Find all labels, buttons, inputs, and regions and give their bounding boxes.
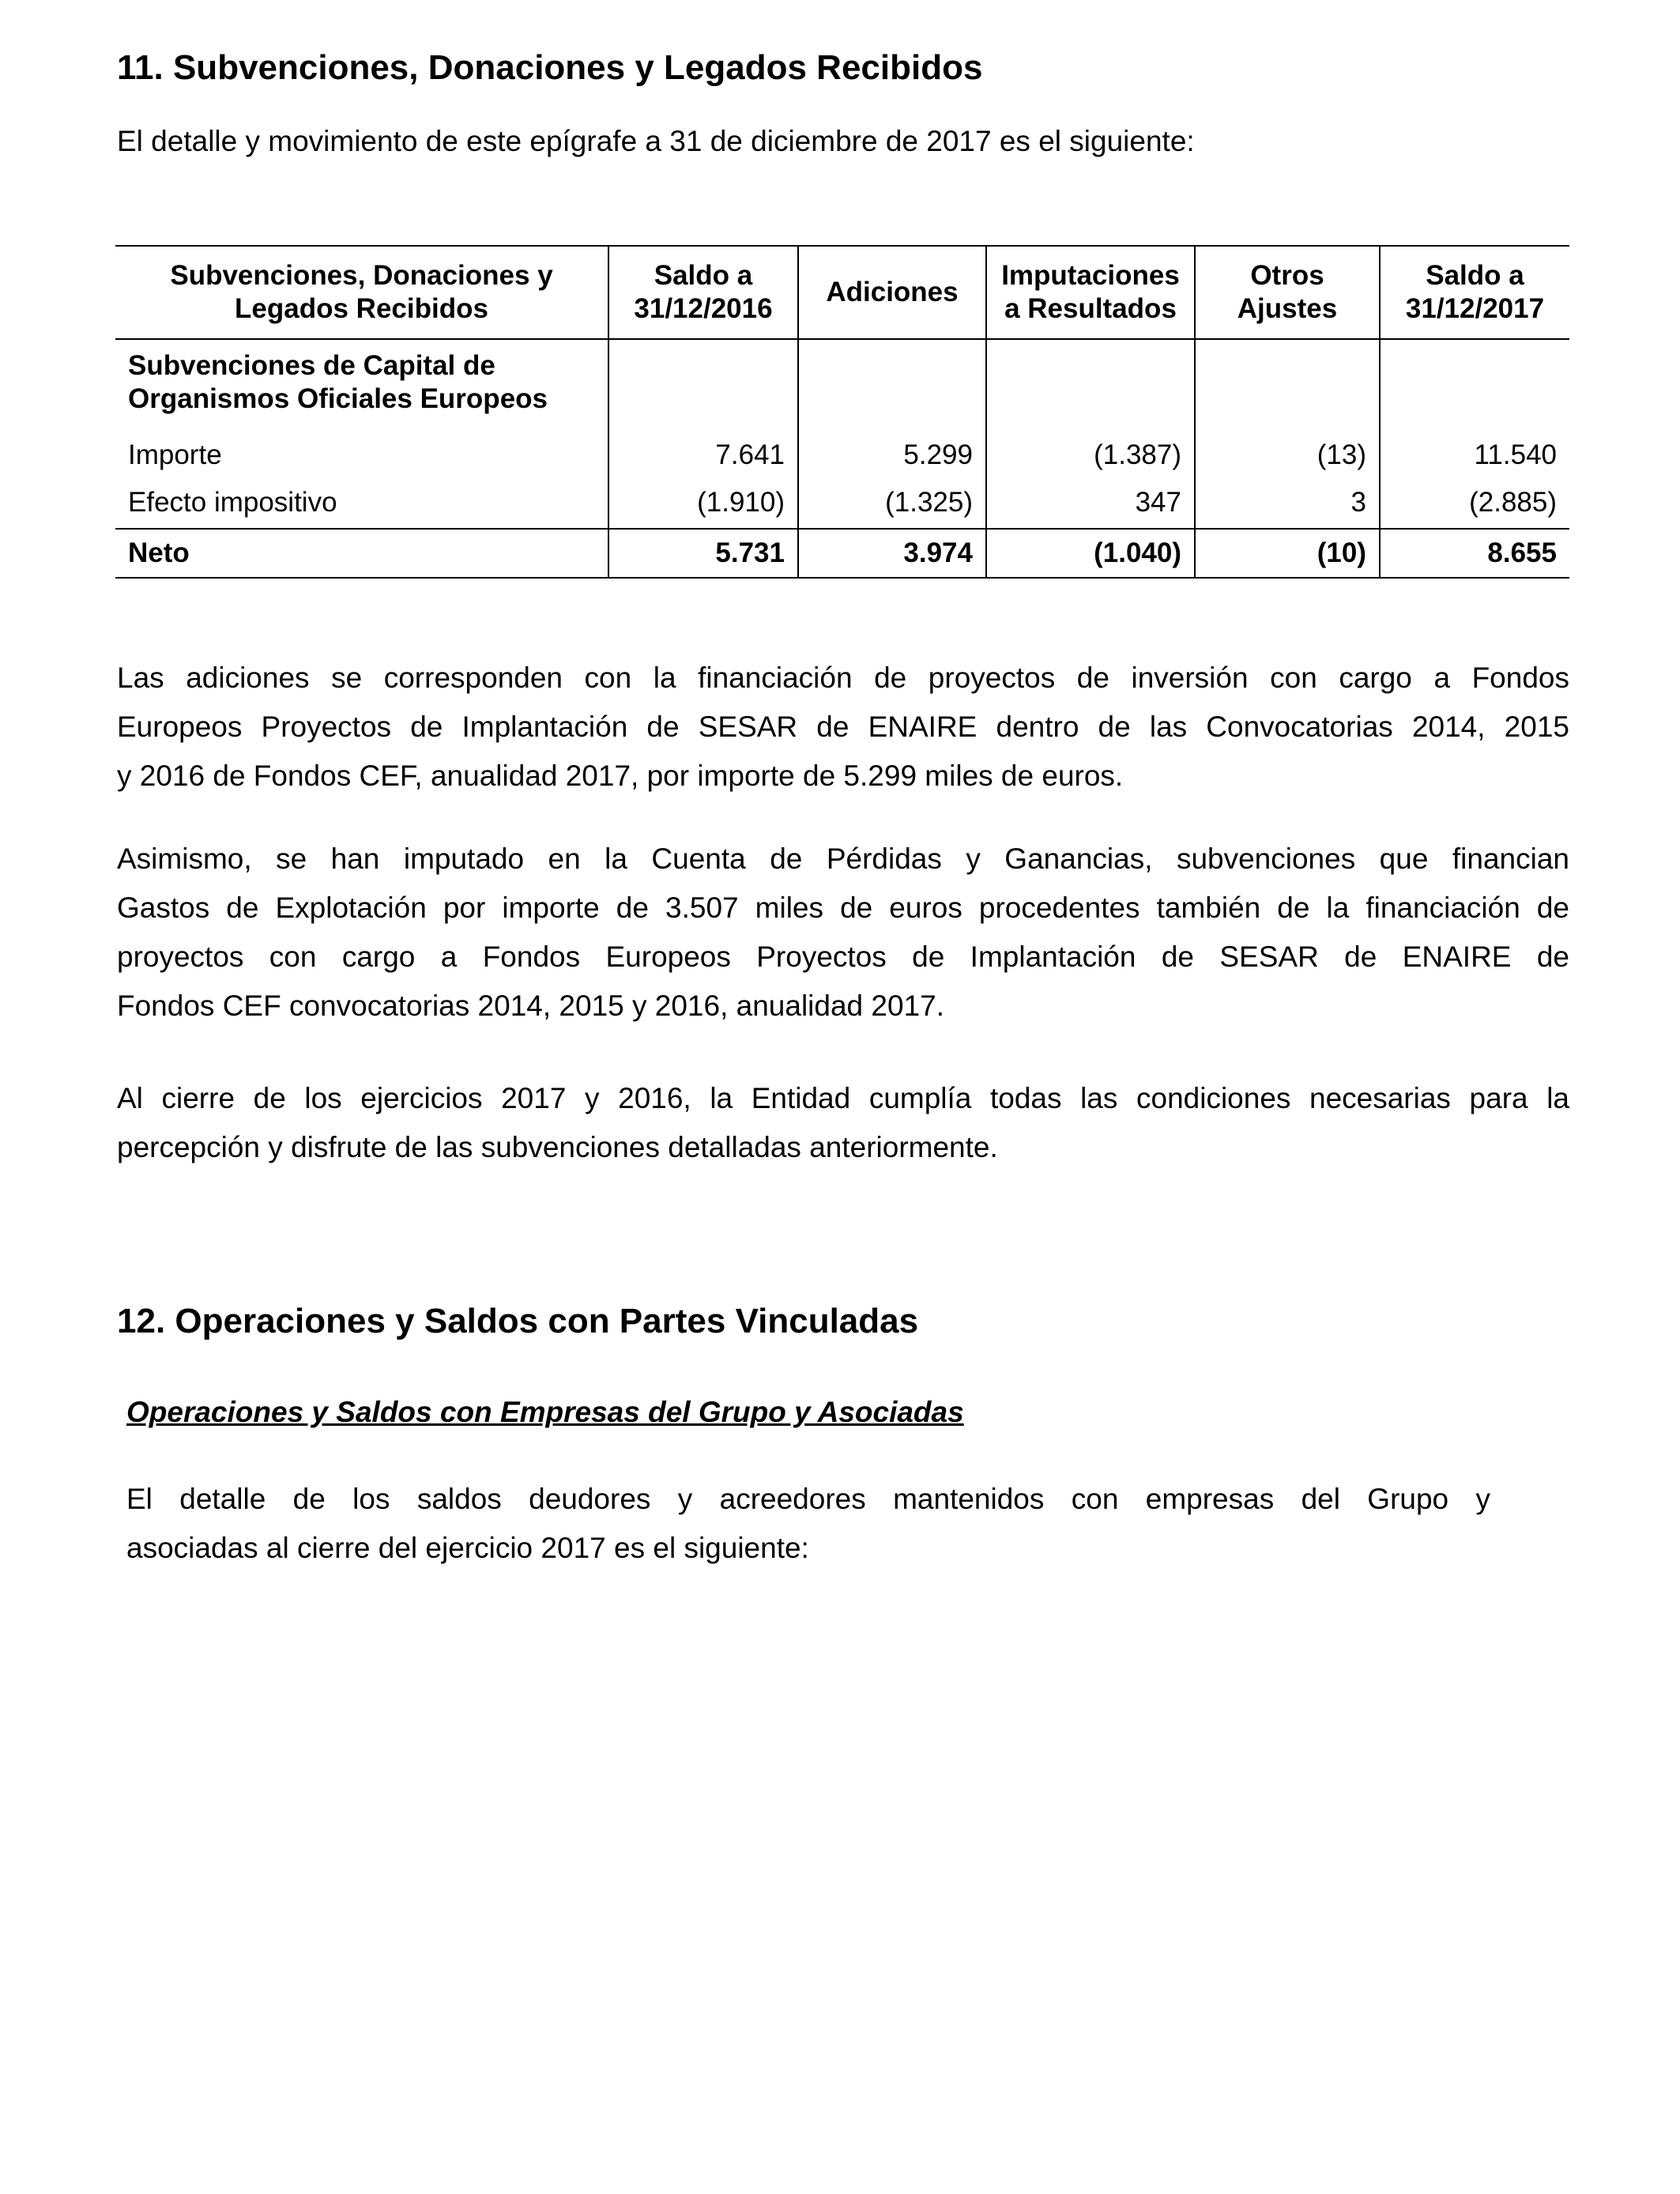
cell-value: (1.325) (798, 480, 986, 529)
table-row (115, 480, 1569, 529)
section-12-subtitle: Operaciones y Saldos con Empresas del Grupo y Asociadas (126, 1396, 964, 1428)
total-value: (10) (1195, 529, 1380, 578)
cell-value: (1.910) (608, 480, 798, 529)
section-11-title: 11. Subvenciones, Donaciones y Legados Recibidos (117, 48, 983, 87)
group-label: Subvenciones de Capital de Organismos Oficiales Europeos (128, 350, 548, 414)
cell-value: (1.387) (986, 431, 1195, 480)
table-header-row (115, 246, 1569, 339)
header-balance-2016: Saldo a 31/12/2016 (608, 246, 798, 339)
total-value: 3.974 (798, 529, 986, 578)
cell-value: 11.540 (1380, 431, 1569, 480)
table-group-row (115, 339, 1569, 431)
paragraph-additions: Las adiciones se corresponden con la financiación de proyectos de inversión con cargo a Fondos Europeos Proyectos de Implantación de SESAR de ENAIRE dentro de las Convocatorias 2014, 2015 y 2016 de Fondos CEF, anualidad 2017, por importe de 5.299 miles de euros. (117, 662, 1569, 792)
row-label: Efecto impositivo (128, 486, 337, 518)
cell-value: 3 (1195, 480, 1380, 529)
cell-value: 5.299 (798, 431, 986, 480)
table-row (115, 431, 1569, 480)
header-balance-2017: Saldo a 31/12/2017 (1380, 246, 1569, 339)
cell-value: (2.885) (1380, 480, 1569, 529)
paragraph-balances: El detalle de los saldos deudores y acreedores mantenidos con empresas del Grupo y asociadas al cierre del ejercicio 2017 es el siguiente: (126, 1483, 1490, 1564)
total-value: 8.655 (1380, 529, 1569, 578)
row-label: Importe (128, 439, 222, 470)
total-label: Neto (115, 529, 608, 578)
cell-value: 7.641 (608, 431, 798, 480)
paragraph-conditions: Al cierre de los ejercicios 2017 y 2016, la Entidad cumplía todas las condiciones necesarias para la percepción y disfrute de las subvenciones detalladas anteriormente. (117, 1082, 1569, 1163)
total-value: (1.040) (986, 529, 1195, 578)
section-11-intro: El detalle y movimiento de este epígrafe a 31 de diciembre de 2017 es el siguiente: (117, 125, 1195, 157)
total-value: 5.731 (608, 529, 798, 578)
cell-value: 347 (986, 480, 1195, 529)
subsidies-table (115, 245, 1569, 579)
header-additions: Adiciones (798, 246, 986, 339)
paragraph-imputations: Asimismo, se han imputado en la Cuenta de Pérdidas y Ganancias, subvenciones que financian Gastos de Explotación por importe de 3.507 miles de euros procedentes también de la financiación de proyectos con cargo a Fondos Europeos Proyectos de Implantación de SESAR de ENAIRE de Fondos CEF convocatorias 2014, 2015 y 2016, anualidad 2017. (117, 843, 1569, 1022)
table-total-row (115, 529, 1569, 578)
header-imputations: Imputaciones a Resultados (986, 246, 1195, 339)
header-other-adjustments: Otros Ajustes (1195, 246, 1380, 339)
header-concept: Subvenciones, Donaciones y Legados Recibidos (115, 246, 608, 339)
section-12-title: 12. Operaciones y Saldos con Partes Vinculadas (117, 1302, 919, 1340)
cell-value: (13) (1195, 431, 1380, 480)
